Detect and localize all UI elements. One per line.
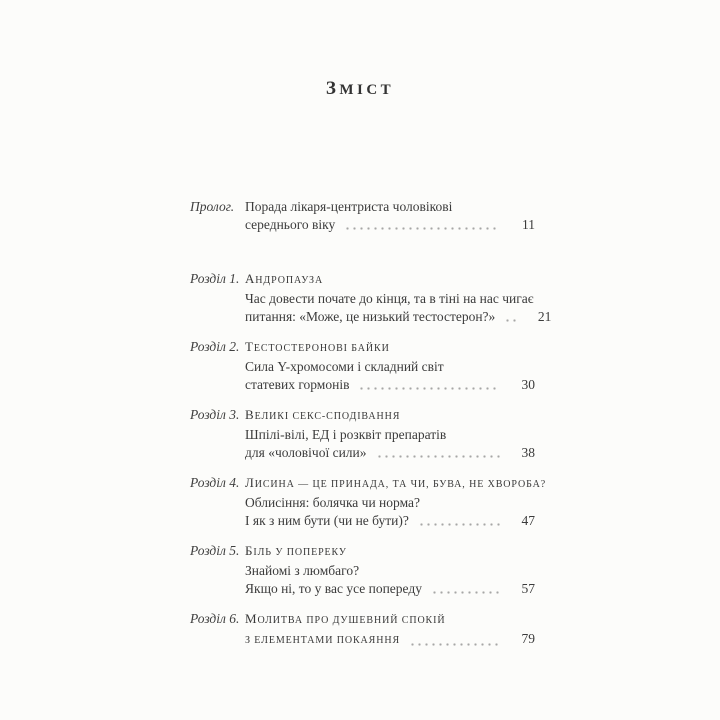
line-text: Якщо ні, то у вас усе попереду bbox=[245, 581, 422, 596]
line-text: АНДРОПАУЗА bbox=[245, 271, 324, 286]
page-number: 47 bbox=[521, 513, 535, 528]
line-text: Облисіння: болячка чи норма? bbox=[245, 495, 421, 510]
chapter-label bbox=[190, 542, 245, 560]
dot-leader bbox=[358, 387, 500, 390]
line-text: Шпілі-вілі, ЕД і розквіт препаратів bbox=[245, 427, 447, 442]
chapter-label-text: Пролог. bbox=[190, 199, 235, 214]
toc-entry bbox=[190, 542, 535, 598]
line-text: Сила Y-хромосоми і складний світ bbox=[245, 359, 444, 374]
chapter-subtitle-line bbox=[245, 216, 535, 234]
chapter-label-text: Розділ 3. bbox=[190, 407, 240, 422]
toc-entry bbox=[190, 474, 547, 530]
line-text: статевих гормонів bbox=[245, 377, 350, 392]
chapter-label bbox=[190, 474, 245, 492]
chapter-entry-content bbox=[245, 474, 547, 530]
chapter-entry-content bbox=[245, 406, 535, 462]
chapter-subtitle-line bbox=[245, 494, 535, 512]
chapter-title-line bbox=[245, 474, 547, 494]
chapter-title-line bbox=[245, 406, 535, 426]
line-text: БІЛЬ У ПОПЕРЕКУ bbox=[245, 543, 347, 558]
line-text: З ЕЛЕМЕНТАМИ ПОКАЯННЯ bbox=[245, 635, 401, 646]
chapter-title-line bbox=[245, 338, 535, 358]
toc-list bbox=[190, 198, 552, 662]
line-text: І як з ним бути (чи не бути)? bbox=[245, 513, 409, 528]
toc-entry bbox=[190, 198, 535, 234]
chapter-label-text: Розділ 1. bbox=[190, 271, 240, 286]
chapter-title-line bbox=[245, 630, 535, 650]
page-number: 79 bbox=[521, 631, 535, 646]
line-text: ЛИСИНА — ЦЕ ПРИНАДА, ТА ЧИ, БУВА, НЕ ХВОРОБА? bbox=[245, 475, 547, 490]
chapter-subtitle-line bbox=[245, 290, 535, 308]
chapter-label bbox=[190, 338, 245, 356]
chapter-label bbox=[190, 198, 245, 216]
toc-entry bbox=[190, 610, 535, 650]
line-text: ТЕСТОСТЕРОНОВІ БАЙКИ bbox=[245, 339, 390, 354]
chapter-label-text: Розділ 5. bbox=[190, 543, 240, 558]
chapter-entry-content bbox=[245, 198, 535, 234]
chapter-label-text: Розділ 2. bbox=[190, 339, 240, 354]
chapter-subtitle-line bbox=[245, 426, 535, 444]
chapter-subtitle-line bbox=[245, 512, 535, 530]
chapter-subtitle-line bbox=[245, 580, 535, 598]
dot-leader bbox=[409, 643, 500, 646]
toc-entry bbox=[190, 406, 535, 462]
chapter-entry-content bbox=[245, 338, 535, 394]
line-text: Час довести почате до кінця, та в тіні на нас чигає bbox=[245, 291, 534, 306]
line-text: середнього віку bbox=[245, 217, 336, 232]
line-text: МОЛИТВА ПРО ДУШЕВНИЙ СПОКІЙ bbox=[245, 611, 446, 626]
chapter-subtitle-line bbox=[245, 198, 535, 216]
line-text: питання: «Може, це низький тестостерон?» bbox=[245, 309, 496, 324]
chapter-subtitle-line bbox=[245, 444, 535, 462]
line-text: Порада лікаря-центриста чоловікові bbox=[245, 199, 453, 214]
toc-entry bbox=[190, 338, 535, 394]
page-number: 21 bbox=[537, 309, 552, 324]
chapter-title-line bbox=[245, 610, 535, 630]
chapter-subtitle-line bbox=[245, 562, 535, 580]
chapter-subtitle-line bbox=[245, 376, 535, 394]
chapter-entry-content bbox=[245, 270, 552, 326]
chapter-title-line bbox=[245, 542, 535, 562]
dot-leader bbox=[431, 591, 500, 594]
page-number: 30 bbox=[521, 377, 535, 392]
chapter-subtitle-line bbox=[245, 308, 552, 326]
line-text: ВЕЛИКІ СЕКС-СПОДІВАННЯ bbox=[245, 407, 401, 422]
page-title: ЗМІСТ bbox=[325, 78, 395, 99]
page-number: 11 bbox=[522, 217, 535, 232]
dot-leader bbox=[418, 523, 500, 526]
chapter-title-line bbox=[245, 270, 535, 290]
chapter-label bbox=[190, 406, 245, 424]
dot-leader bbox=[504, 319, 516, 322]
chapter-label bbox=[190, 270, 245, 288]
line-text: Знайомі з люмбаго? bbox=[245, 563, 360, 578]
chapter-label-text: Розділ 4. bbox=[190, 475, 240, 490]
dot-leader bbox=[344, 227, 500, 230]
dot-leader bbox=[376, 455, 500, 458]
toc-entry bbox=[190, 270, 552, 326]
chapter-label-text: Розділ 6. bbox=[190, 611, 240, 626]
line-text: для «чоловічої сили» bbox=[245, 445, 367, 460]
page-number: 38 bbox=[521, 445, 535, 460]
chapter-entry-content bbox=[245, 610, 535, 650]
page-number: 57 bbox=[521, 581, 535, 596]
chapter-subtitle-line bbox=[245, 358, 535, 376]
chapter-entry-content bbox=[245, 542, 535, 598]
chapter-label bbox=[190, 610, 245, 628]
